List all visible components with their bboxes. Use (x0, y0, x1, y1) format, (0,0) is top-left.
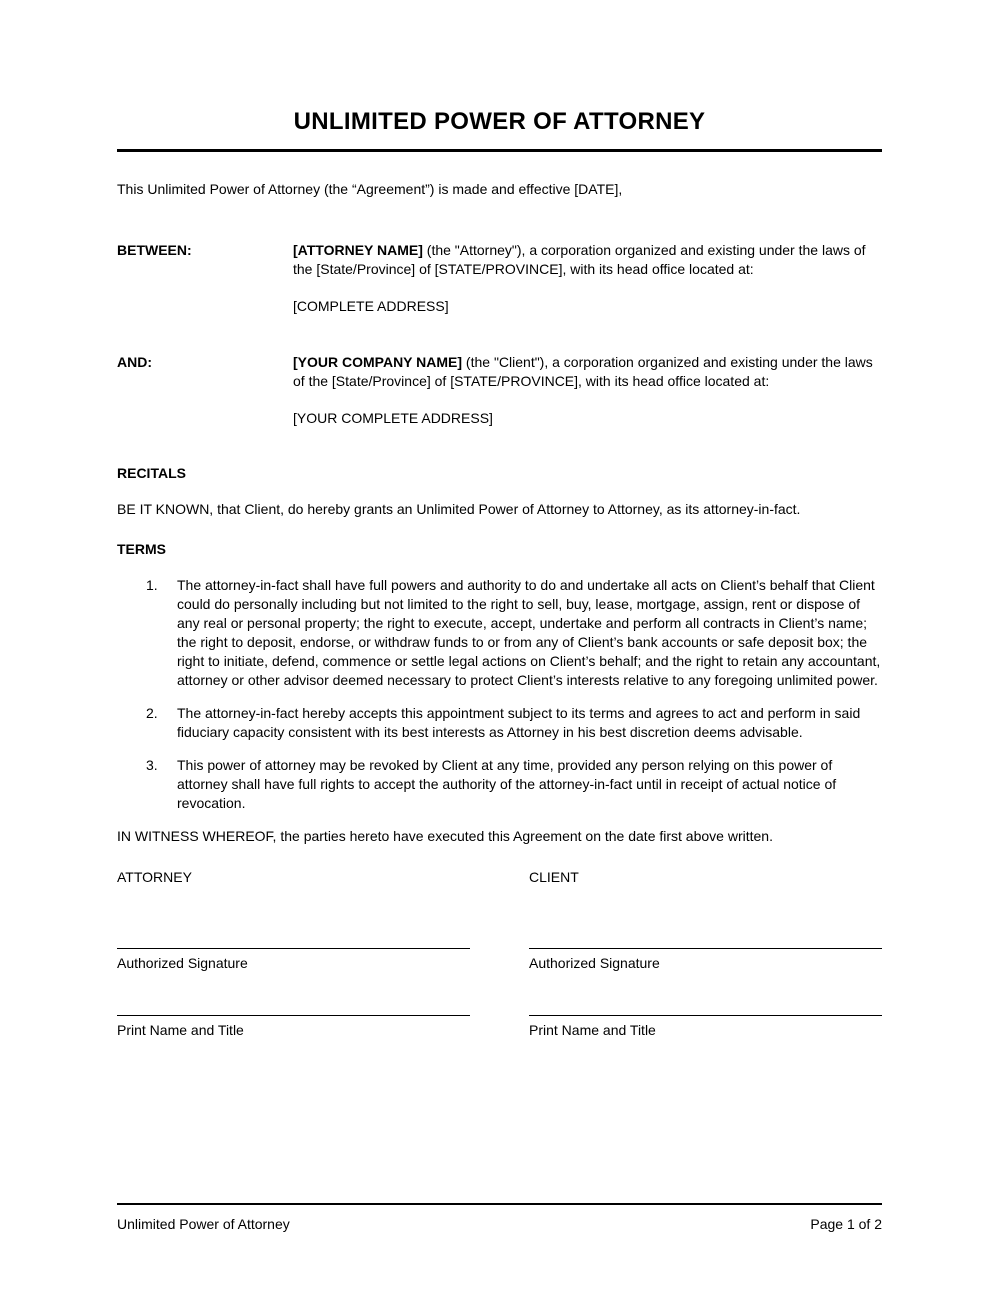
term-text-3: This power of attorney may be revoked by Client at any time, provided any person relying on this power of attorney shall have full rights to accept the authority of the attorney-in-fact until in receipt of actual notice of revocation. (177, 757, 837, 811)
and-body (293, 353, 882, 428)
term-number-3: 3. (146, 757, 158, 773)
and-party-paragraph (293, 353, 882, 391)
attorney-column-heading: ATTORNEY (117, 869, 192, 885)
client-signature-label: Authorized Signature (529, 955, 660, 971)
client-address-placeholder: [YOUR COMPLETE ADDRESS] (293, 410, 493, 426)
intro-paragraph: This Unlimited Power of Attorney (the “Agreement”) is made and effective [DATE], (117, 181, 623, 197)
client-column-heading: CLIENT (529, 869, 579, 885)
page-footer (117, 1203, 882, 1232)
between-party-description: (the "Attorney"), a corporation organized and existing under the laws of the [State/Province] of [STATE/PROVINCE], with its head office located at: (293, 242, 866, 277)
term-number-1: 1. (146, 577, 158, 593)
recitals-heading: RECITALS (117, 465, 186, 481)
terms-heading: TERMS (117, 541, 166, 557)
attorney-print-name-line (117, 1015, 470, 1016)
between-section (117, 241, 882, 316)
between-label: BETWEEN: (117, 242, 192, 258)
signature-section (117, 868, 882, 1082)
between-party-paragraph (293, 241, 882, 279)
and-party-description: (the "Client"), a corporation organized and existing under the laws of the [State/Province] of [STATE/PROVINCE], with its head office located at: (293, 354, 873, 389)
term-item-1 (117, 576, 882, 690)
client-signature-line (529, 948, 882, 949)
client-signature-column (529, 868, 882, 1082)
footer-page-number: Page 1 of 2 (810, 1216, 882, 1232)
client-print-name-line (529, 1015, 882, 1016)
term-item-2 (117, 704, 882, 742)
company-name-placeholder: [YOUR COMPANY NAME] (293, 354, 463, 370)
attorney-print-name-label: Print Name and Title (117, 1022, 244, 1038)
terms-list (117, 576, 882, 813)
term-item-3 (117, 756, 882, 813)
and-section (117, 353, 882, 428)
title-divider (117, 149, 882, 152)
attorney-address-placeholder: [COMPLETE ADDRESS] (293, 298, 449, 314)
attorney-signature-line (117, 948, 470, 949)
attorney-signature-column (117, 868, 470, 1082)
term-number-2: 2. (146, 705, 158, 721)
document-title: UNLIMITED POWER OF ATTORNEY (293, 108, 706, 135)
recitals-paragraph: BE IT KNOWN, that Client, do hereby grants an Unlimited Power of Attorney to Attorney, as its attorney-in-fact. (117, 501, 801, 517)
between-body (293, 241, 882, 316)
and-label: AND: (117, 354, 152, 370)
attorney-name-placeholder: [ATTORNEY NAME] (293, 242, 423, 258)
client-print-name-label: Print Name and Title (529, 1022, 656, 1038)
footer-document-name: Unlimited Power of Attorney (117, 1216, 290, 1232)
term-text-2: The attorney-in-fact hereby accepts this appointment subject to its terms and agrees to act and perform in said fiduciary capacity consistent with its best interests as Attorney in his best discretion deems advisable. (177, 705, 861, 740)
term-text-1: The attorney-in-fact shall have full powers and authority to do and undertake all acts on Client’s behalf that Client could do personally including but not limited to the right to sell, buy, lease, mortgage, assign, rent or dispose of any real or personal property; the right to execute, accept, undertake and perform all contracts in Client’s name; the right to deposit, endorse, or withdraw funds to or from any of Client’s bank accounts or safe deposit box; the right to initiate, defend, commence or settle legal actions on Client’s behalf; and the right to retain any accountant, attorney or other advisor deemed necessary to protect Client’s interests relative to any foregoing unlimited power. (177, 577, 881, 688)
witness-paragraph: IN WITNESS WHEREOF, the parties hereto have executed this Agreement on the date first above written. (117, 828, 773, 844)
attorney-signature-label: Authorized Signature (117, 955, 248, 971)
